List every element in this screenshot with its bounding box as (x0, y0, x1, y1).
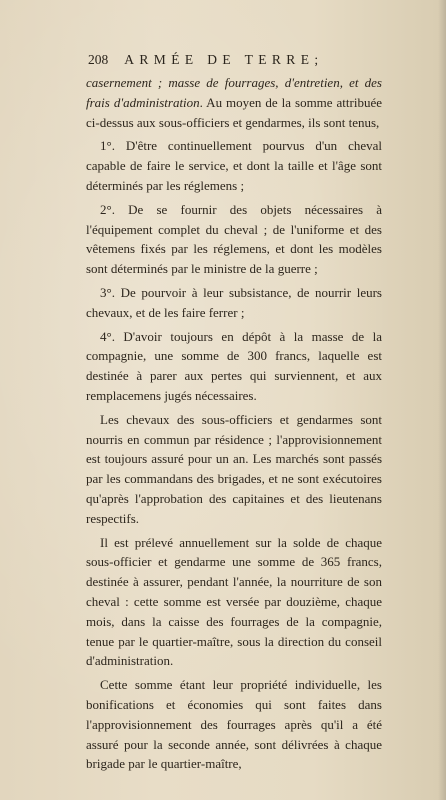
text-run: . Au moyen de la somme attribuée ci-dessus aux sous-officiers et gendarmes, ils sont tenus, (86, 94, 383, 130)
page-number: 208 (88, 52, 109, 67)
paragraph-property: Cette somme étant leur propriété individuelle, les bonifications et économies qui sont faites dans l'approvisionnement des fourrages après qu'il a été assuré pour la seconde année, sont délivrées à chaque brigade par le quartier-maître, (86, 677, 382, 772)
paragraph-horses: Les chevaux des sous-officiers et gendarmes sont nourris en commun par résidence ; l'approvisionnement est toujours assuré pour un an. Les marchés sont passés par les commandans des brigades, et ne sont exécutoires qu'après l'approbation des capitaines et des lieutenans respectifs. (86, 411, 382, 526)
page-edge-shadow (438, 0, 446, 800)
paragraph-item-4: 4°. D'avoir toujours en dépôt à la masse de la compagnie, une somme de 300 francs, laquelle est destinée à parer aux pertes qui surviennent, et aux remplacemens jugés nécessaires. (86, 328, 382, 403)
paragraph-item-1: 1°. D'être continuellement pourvus d'un cheval capable de faire le service, et dont la taille et l'âge sont déterminés par les réglemens ; (86, 138, 382, 193)
running-head: ARMÉE DE TERRE; (124, 52, 324, 67)
italic-text: casernement ; masse de fourrages, d'entretien, et des frais d'administration (86, 75, 382, 110)
page-header (88, 52, 388, 68)
paragraph-item-3: 3°. De pourvoir à leur subsistance, de nourrir leurs chevaux, et de les faire ferrer ; (86, 284, 382, 320)
paragraph-levy: Il est prélevé annuellement sur la solde de chaque sous-officier et gendarme une somme de 365 francs, destinée à assurer, pendant l'année, la nourriture de son cheval : cette somme est versée par douzième, chaque mois, dans la caisse des fourrages de la compagnie, tenue par le quartier-maître, sous la direction du conseil d'administration. (86, 534, 382, 669)
paragraph-continuation (86, 73, 382, 132)
paragraph-item-2: 2°. De se fournir des objets nécessaires à l'équipement complet du cheval ; de l'uniforme et des vêtemens fixés par les réglemens, et dont les modèles sont déterminés par le ministre de la guerre ; (86, 201, 382, 277)
body-text (86, 73, 382, 774)
